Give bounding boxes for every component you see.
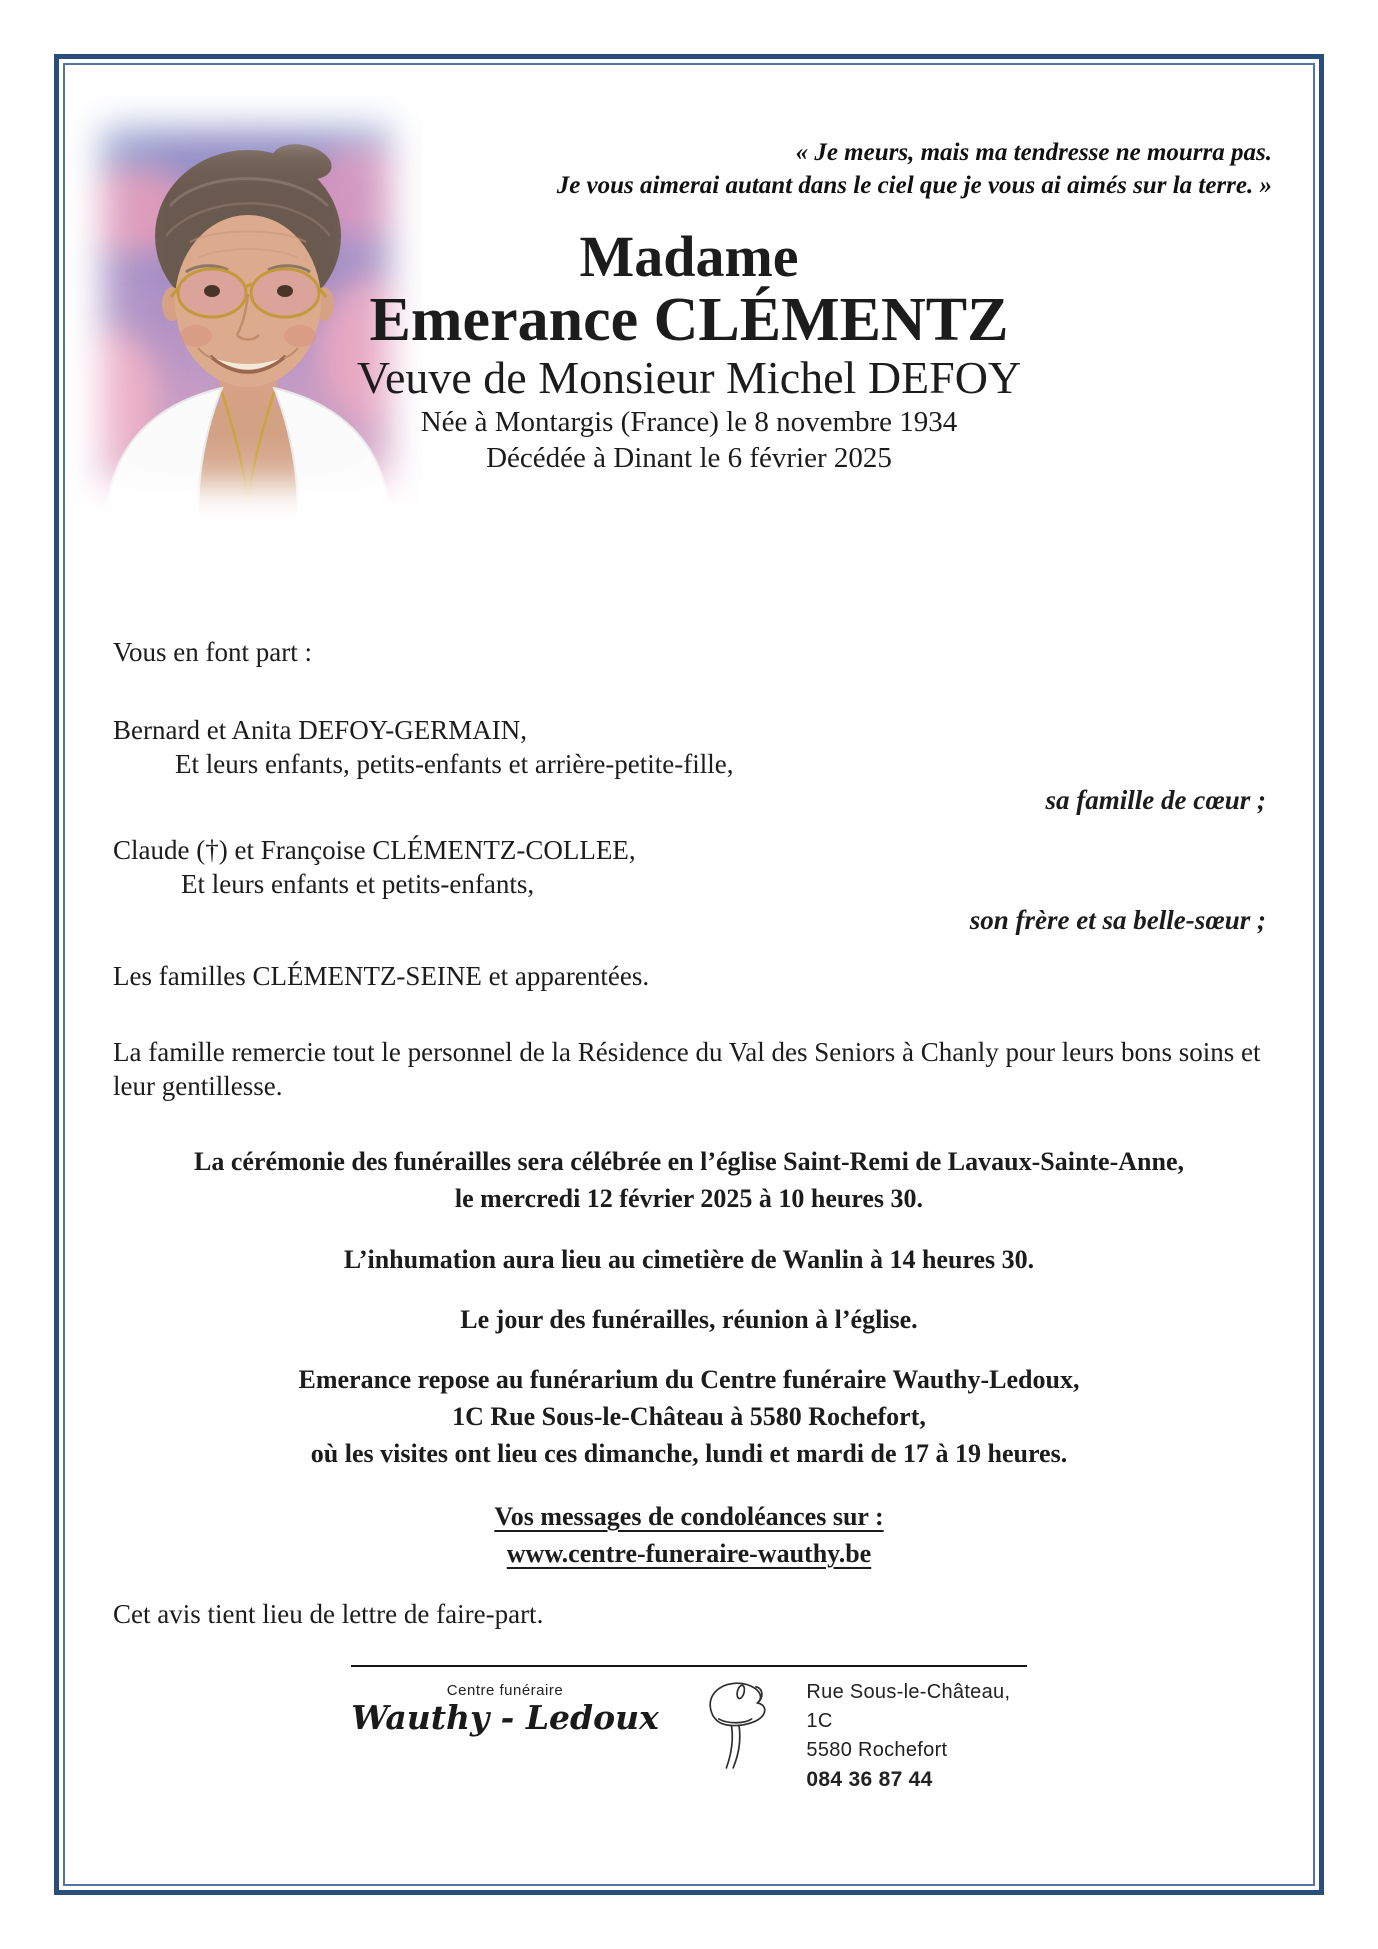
family-2-line-1: Claude (†) et Françoise CLÉMENTZ-COLLEE,: [113, 835, 636, 865]
phone-number: 084 36 87 44: [806, 1768, 933, 1791]
memorial-quote: [430, 136, 1272, 202]
family-2-line-2: Et leurs enfants et petits-enfants,: [181, 869, 535, 899]
ceremony-line-1: La cérémonie des funérailles sera célébrée en l’église Saint-Remi de Lavaux-Sainte-Anne,: [194, 1147, 1184, 1176]
deceased-name: Emerance CLÉMENTZ: [369, 286, 1009, 354]
birth-line: Née à Montargis (France) le 8 novembre 1934: [420, 406, 958, 438]
repose-line-1: Emerance repose au funérarium du Centre funéraire Wauthy-Ledoux,: [298, 1365, 1080, 1394]
deceased-header: [0, 226, 1378, 476]
family-1-line-1: Bernard et Anita DEFOY-GERMAIN,: [113, 715, 527, 745]
salutation: Madame: [579, 224, 799, 289]
footer-divider: [351, 1665, 1027, 1667]
quote-line-1: « Je meurs, mais ma tendresse ne mourra pas.: [795, 139, 1272, 166]
brand-name: Wauthy - Ledoux: [351, 1698, 659, 1737]
repose-line-3: où les visites ont lieu ces dimanche, lundi et mardi de 17 à 19 heures.: [310, 1439, 1068, 1468]
intro-line: Vous en font part :: [113, 637, 312, 667]
family-1-relation: sa famille de cœur ;: [1045, 785, 1266, 815]
family-1-line-2: Et leurs enfants, petits-enfants et arrière-petite-fille,: [175, 749, 734, 779]
funeral-home-address: [806, 1676, 1038, 1794]
address-line-2: 5580 Rochefort: [806, 1739, 948, 1761]
funeral-home-brand: [340, 1676, 670, 1737]
family-2-relation: son frère et sa belle-sœur ;: [969, 905, 1266, 935]
thanks-paragraph: La famille remercie tout le personnel de la Résidence du Val des Seniors à Chanly pour leurs bons soins et leur gentillesse.: [113, 1037, 1261, 1101]
ceremony-line-2: le mercredi 12 février 2025 à 10 heures 30.: [454, 1184, 924, 1213]
meeting-line: Le jour des funérailles, réunion à l’église.: [460, 1305, 918, 1334]
brand-tagline: Centre funéraire: [446, 1682, 564, 1699]
repose-line-2: 1C Rue Sous-le-Château à 5580 Rochefort,: [452, 1402, 926, 1431]
address-line-1: Rue Sous-le-Château, 1C: [806, 1681, 1011, 1732]
related-families-line: Les familles CLÉMENTZ-SEINE et apparentées.: [113, 961, 650, 991]
closing-line: Cet avis tient lieu de lettre de faire-part.: [113, 1599, 544, 1629]
death-line: Décédée à Dinant le 6 février 2025: [486, 442, 892, 474]
announcement-body: [113, 635, 1266, 1103]
quote-line-2: Je vous aimerai autant dans le ciel que je vous ai aimés sur la terre. »: [556, 172, 1272, 199]
funeral-home-footer: [340, 1676, 1038, 1794]
calla-lily-icon: [696, 1672, 780, 1776]
condolences-label: Vos messages de condoléances sur :: [494, 1502, 884, 1531]
condolences-url: www.centre-funeraire-wauthy.be: [506, 1539, 872, 1568]
ceremony-details: [75, 1143, 1303, 1572]
widow-line: Veuve de Monsieur Michel DEFOY: [356, 352, 1022, 403]
burial-line: L’inhumation aura lieu au cimetière de Wanlin à 14 heures 30.: [343, 1245, 1035, 1274]
